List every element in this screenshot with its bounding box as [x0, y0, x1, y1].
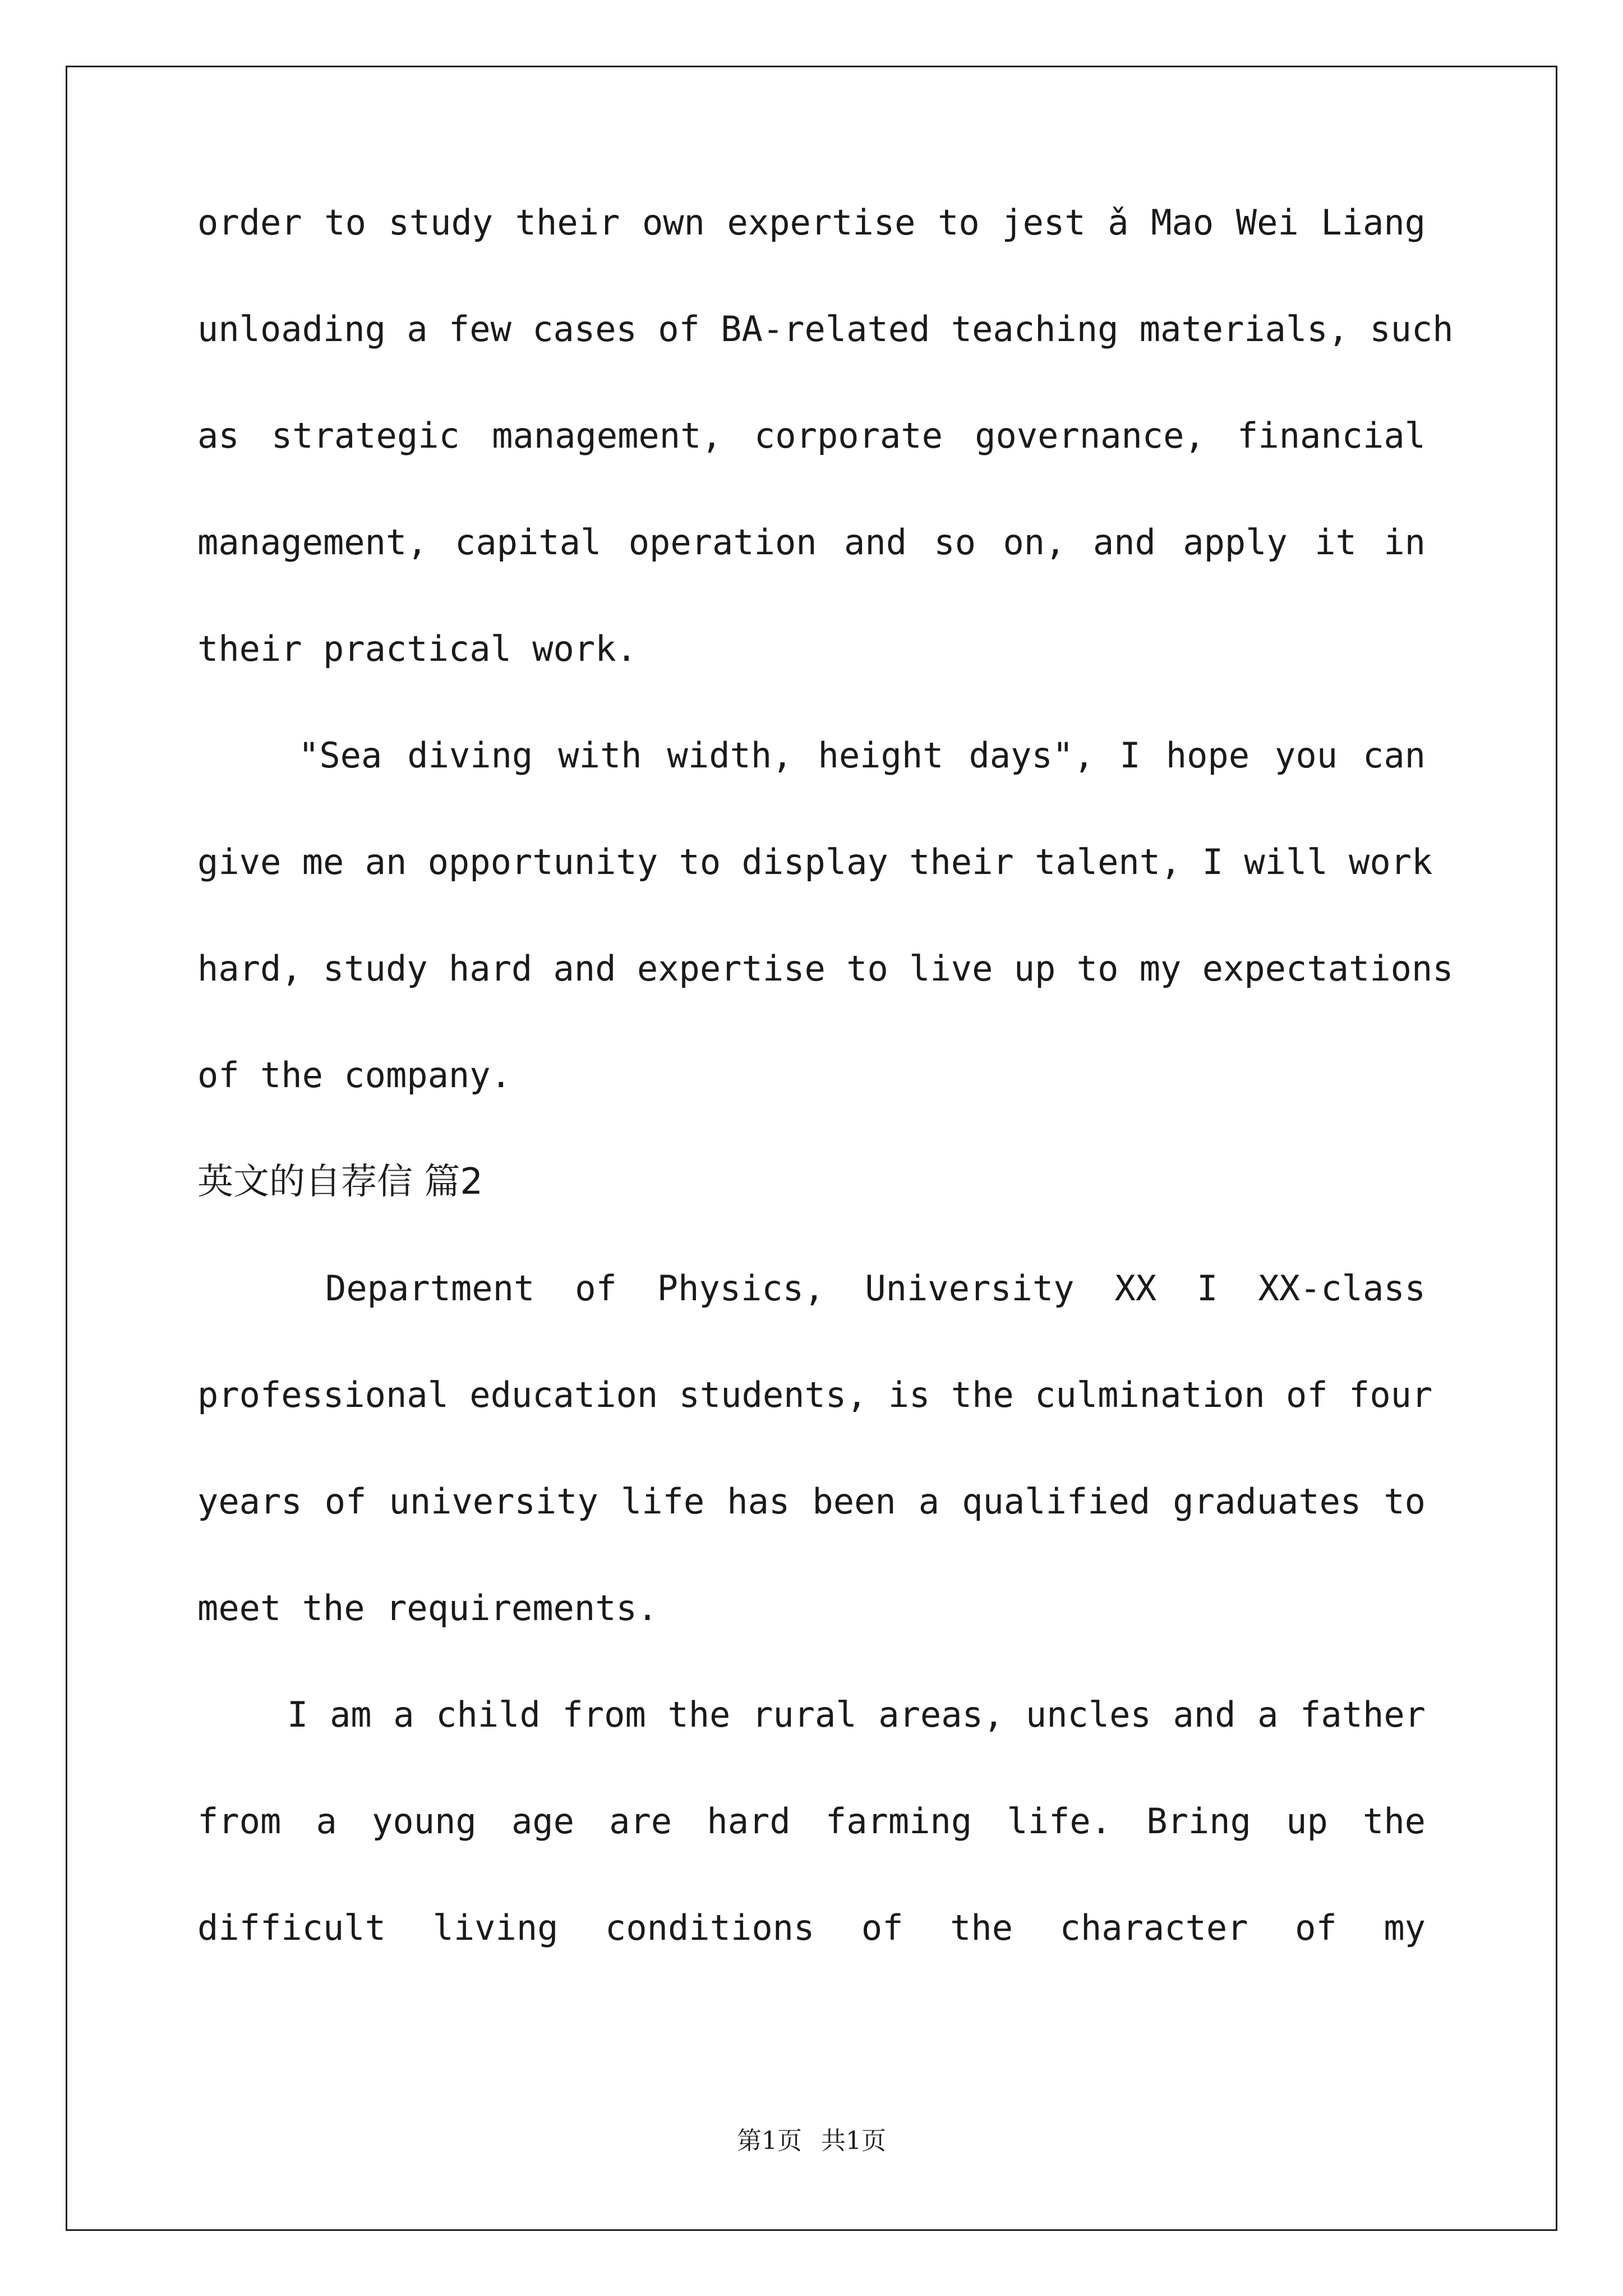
text-line: professional education students, is the culmination of four: [197, 1374, 1433, 1415]
text-line: order to study their own expertise to jest ǎ Mao Wei Liang: [197, 202, 1426, 243]
text-line: from a young age are hard farming life. Bring up the: [197, 1801, 1426, 1842]
paragraph-start-line: I am a child from the rural areas, uncles and a father: [287, 1694, 1426, 1735]
page-number-footer: 第1页 共1页: [737, 2127, 886, 2155]
text-line: years of university life has been a qualified graduates to: [197, 1481, 1426, 1522]
paragraph-start-line: Department of Physics, University XX I XX-class: [325, 1268, 1426, 1309]
text-line: unloading a few cases of BA-related teaching materials, such: [197, 309, 1454, 349]
text-line: as strategic management, corporate governance, financial: [197, 415, 1426, 456]
text-line: their practical work.: [197, 628, 637, 669]
text-line: give me an opportunity to display their talent, I will work: [197, 841, 1433, 882]
text-line: management, capital operation and so on, and apply it in: [197, 522, 1426, 563]
section-heading: 英文的自荐信 篇2: [197, 1161, 483, 1203]
text-line: meet the requirements.: [197, 1588, 658, 1628]
text-line: hard, study hard and expertise to live up to my expectations: [197, 948, 1454, 989]
text-line: difficult living conditions of the character of my: [197, 1907, 1426, 1948]
text-line: of the company.: [197, 1055, 511, 1096]
paragraph-start-line: "Sea diving with width, height days", I hope you can: [298, 735, 1426, 776]
